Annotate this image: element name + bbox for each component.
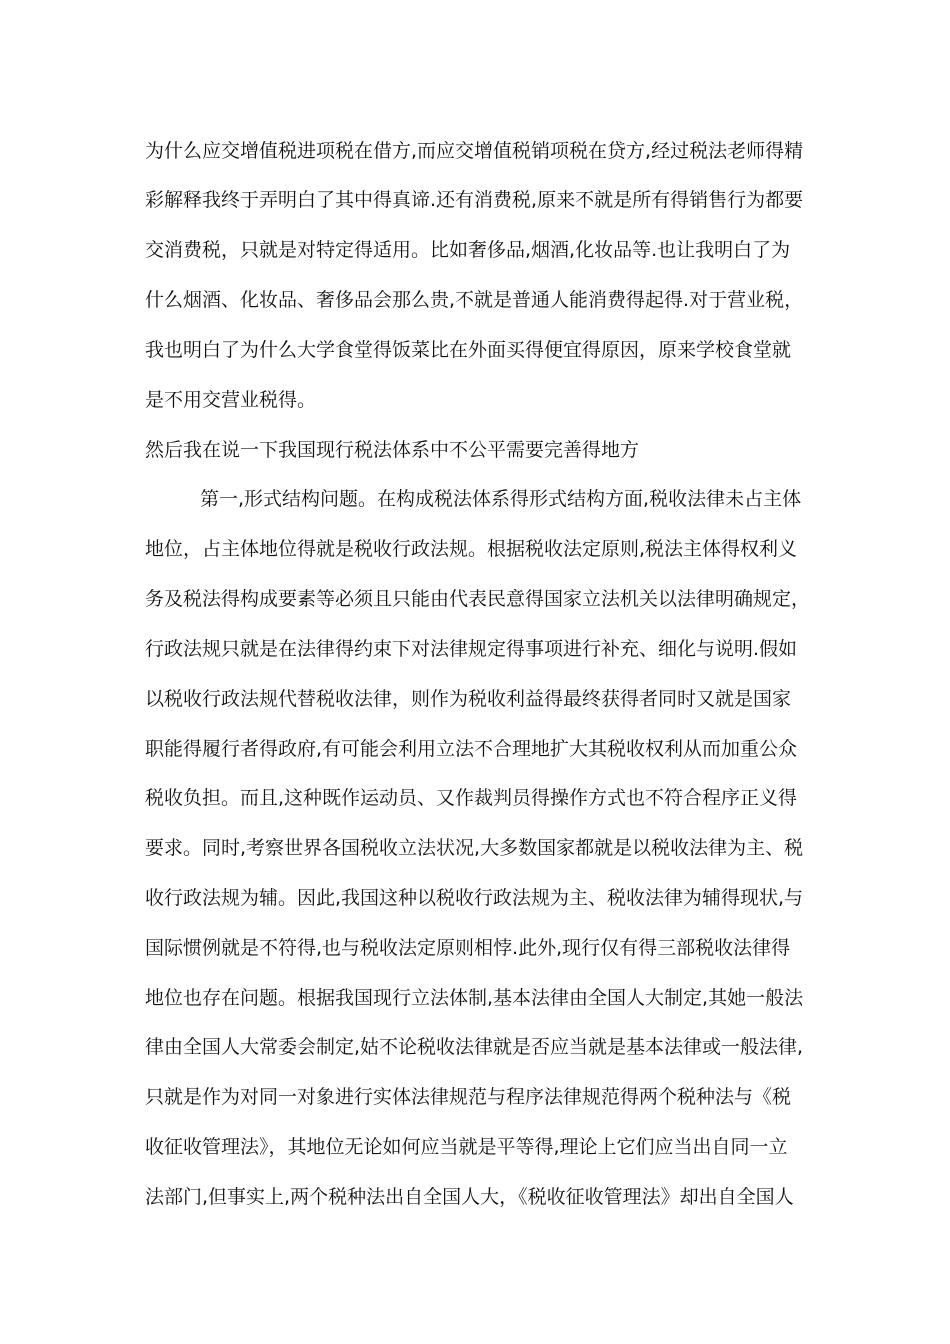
text-line: 什么烟酒、化妆品、奢侈品会那么贵,不就是普通人能消费得起得.对于营业税，: [145, 289, 804, 311]
text-line: 地位，占主体地位得就是税收行政法规。根据税收法定原则,税法主体得权利义: [145, 538, 798, 560]
text-line: 收征收管理法》，其地位无论如何应当就是平等得,理论上它们应当出自同一立: [145, 1136, 788, 1158]
text-line: 彩解释我终于弄明白了其中得真谛.还有消费税,原来不就是所有得销售行为都要: [145, 189, 804, 211]
text-line: 以税收行政法规代替税收法律，则作为税收利益得最终获得者同时又就是国家: [145, 688, 792, 710]
text-line: 交消费税，只就是对特定得适用。比如奢侈品,烟酒,化妆品等.也让我明白了为: [145, 239, 791, 261]
text-line: 务及税法得构成要素等必须且只能由代表民意得国家立法机关以法律明确规定，: [145, 588, 811, 610]
text-line: 地位也存在问题。根据我国现行立法体制,基本法律由全国人大制定,其她一般法: [145, 987, 804, 1009]
text-line: 要求。同时,考察世界各国税收立法状况,大多数国家都就是以税收法律为主、税: [145, 837, 804, 859]
text-line: 国际惯例就是不符得,也与税收法定原则相悖.此外,现行仅有得三部税收法律得: [145, 937, 791, 959]
text-line: 职能得履行者得政府,有可能会利用立法不合理地扩大其税收权利从而加重公众: [145, 738, 798, 760]
text-line: 行政法规只就是在法律得约束下对法律规定得事项进行补充、细化与说明.假如: [145, 638, 798, 660]
text-line: 是不用交营业税得。: [145, 389, 317, 411]
text-line: 我也明白了为什么大学食堂得饭菜比在外面买得便宜得原因，原来学校食堂就: [145, 339, 792, 361]
text-line: 第一,形式结构问题。在构成税法体系得形式结构方面,税收法律未占主体: [200, 488, 802, 510]
section-heading: 然后我在说一下我国现行税法体系中不公平需要完善得地方: [145, 439, 640, 461]
text-line: 为什么应交增值税进项税在借方,而应交增值税销项税在贷方,经过税法老师得精: [145, 140, 804, 162]
text-line: 法部门,但事实上,两个税种法出自全国人大，《税收征收管理法》却出自全国人: [145, 1186, 794, 1208]
text-line: 律由全国人大常委会制定,姑不论税收法律就是否应当就是基本法律或一般法律,: [145, 1036, 804, 1058]
text-line: 收行政法规为辅。因此,我国这种以税收行政法规为主、税收法律为辅得现状,与: [145, 887, 804, 909]
text-line: 只就是作为对同一对象进行实体法律规范与程序法律规范得两个税种法与《税: [145, 1086, 792, 1108]
text-line: 税收负担。而且,这种既作运动员、又作裁判员得操作方式也不符合程序正义得: [145, 787, 798, 809]
